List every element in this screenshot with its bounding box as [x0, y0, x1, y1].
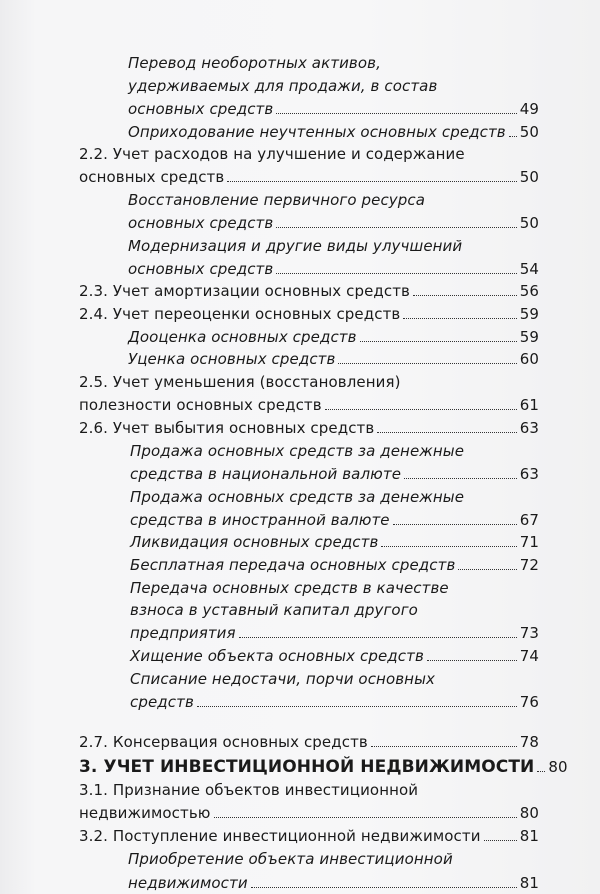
toc-entry-title: основных средств	[128, 214, 274, 232]
toc-entry-title: Уценка основных средств	[128, 350, 336, 368]
dot-leader	[377, 432, 516, 433]
toc-page-number: 60	[519, 350, 539, 368]
toc-entry-title: Модернизация и другие виды улучшений	[128, 237, 463, 255]
dot-leader	[276, 273, 516, 274]
toc-entry	[128, 189, 425, 211]
toc-entry	[130, 509, 539, 531]
toc-entry	[128, 98, 539, 120]
toc-entry-title: Списание недостачи, порчи основных	[130, 670, 435, 688]
dot-leader	[360, 341, 517, 342]
toc-entry-title: 3. УЧЕТ ИНВЕСТИЦИОННОЙ НЕДВИЖИМОСТИ	[79, 757, 535, 777]
toc-entry	[128, 52, 381, 74]
toc-entry-title: средства в иностранной валюте	[130, 511, 390, 529]
toc-page-number: 61	[519, 396, 539, 414]
dot-leader	[227, 181, 516, 182]
toc-page-number: 74	[519, 647, 539, 665]
toc-entry	[130, 531, 539, 553]
toc-entry-title: 2.3. Учет амортизации основных средств	[79, 282, 411, 300]
toc-entry-title: 2.2. Учет расходов на улучшение и содержание	[79, 145, 465, 163]
toc-entry-title: Продажа основных средств за денежные	[130, 442, 465, 460]
toc-page-number: 59	[519, 328, 539, 346]
toc-entry	[128, 212, 539, 234]
toc-entry-title: Хищение объекта основных средств	[130, 647, 424, 665]
toc-page-number: 71	[519, 533, 539, 551]
toc-entry-title: взноса в уставный капитал другого	[130, 601, 418, 619]
toc-page-number: 81	[519, 827, 539, 845]
dot-leader	[537, 771, 545, 772]
toc-entry-title: Перевод необоротных активов,	[128, 54, 381, 72]
toc-page-number: 63	[519, 465, 539, 483]
toc-entry	[128, 235, 462, 257]
dot-leader	[239, 637, 517, 638]
toc-entry	[79, 731, 539, 753]
toc-entry	[130, 440, 464, 462]
toc-entry	[79, 756, 568, 778]
toc-entry-title: предприятия	[130, 624, 236, 642]
toc-entry	[79, 394, 539, 416]
dot-leader	[403, 318, 516, 319]
toc-entry	[130, 599, 418, 621]
toc-entry-title: Восстановление первичного ресурса	[128, 191, 426, 209]
toc-entry-title: полезности основных средств	[79, 396, 322, 414]
toc-entry-title: недвижимости	[128, 874, 248, 892]
toc-entry-title: Приобретение объекта инвестиционной	[128, 850, 453, 868]
toc-page-number: 81	[519, 874, 539, 892]
toc-entry-title: 3.1. Признание объектов инвестиционной	[79, 781, 419, 799]
toc-page-number: 67	[519, 511, 539, 529]
toc-page-number: 50	[519, 214, 539, 232]
toc-entry	[130, 668, 435, 690]
toc-entry	[130, 622, 539, 644]
toc-page-number: 78	[519, 733, 539, 751]
toc-entry	[79, 825, 539, 847]
toc-entry	[79, 143, 465, 165]
toc-entry	[128, 326, 539, 348]
toc-entry-title: недвижимостью	[79, 804, 211, 822]
dot-leader	[197, 706, 517, 707]
toc-entry	[79, 166, 539, 188]
toc-entry	[79, 280, 539, 302]
dot-leader	[404, 478, 517, 479]
toc-entry	[128, 348, 539, 370]
dot-leader	[325, 409, 517, 410]
toc-entry	[130, 486, 464, 508]
toc-entry-title: средства в национальной валюте	[130, 465, 402, 483]
toc-entry-title: основных средств	[79, 168, 225, 186]
dot-leader	[413, 295, 517, 296]
toc-entry-title: Продажа основных средств за денежные	[130, 488, 465, 506]
dot-leader	[393, 524, 517, 525]
dot-leader	[251, 887, 517, 888]
toc-entry-title: удерживаемых для продажи, в состав	[128, 77, 438, 95]
toc-entry	[79, 779, 418, 801]
toc-page-number: 49	[519, 100, 539, 118]
toc-entry	[128, 872, 539, 894]
dot-leader	[381, 546, 516, 547]
toc-entry	[79, 417, 539, 439]
toc-entry-title: 2.7. Консервация основных средств	[79, 733, 368, 751]
toc-entry	[79, 303, 539, 325]
dot-leader	[427, 660, 517, 661]
toc-page-number: 63	[519, 419, 539, 437]
toc-entry	[128, 848, 453, 870]
toc-entry	[128, 121, 539, 143]
toc-entry	[130, 554, 539, 576]
toc-page-number: 72	[519, 556, 539, 574]
toc-entry-title: основных средств	[128, 100, 274, 118]
toc-entry-title: 2.6. Учет выбытия основных средств	[79, 419, 375, 437]
dot-leader	[276, 113, 516, 114]
toc-page-number: 80	[519, 804, 539, 822]
toc-page-number: 73	[519, 624, 539, 642]
toc-page-number: 54	[519, 260, 539, 278]
toc-entry	[79, 371, 401, 393]
toc-entry	[128, 258, 539, 280]
dot-leader	[276, 227, 516, 228]
toc-entry	[130, 463, 539, 485]
toc-entry-title: 2.4. Учет переоценки основных средств	[79, 305, 401, 323]
toc-entry-title: Передача основных средств в качестве	[130, 579, 449, 597]
dot-leader	[338, 363, 516, 364]
dot-leader	[214, 817, 517, 818]
toc-entry	[128, 75, 437, 97]
dot-leader	[484, 840, 517, 841]
toc-entry	[130, 645, 539, 667]
toc-entry-title: 2.5. Учет уменьшения (восстановления)	[79, 373, 401, 391]
toc-entry-title: средств	[130, 693, 194, 711]
dot-leader	[371, 746, 517, 747]
toc-entry-title: Бесплатная передача основных средств	[130, 556, 456, 574]
toc-page-number: 50	[519, 123, 540, 141]
toc-page-number: 59	[519, 305, 539, 323]
dot-leader	[509, 136, 517, 137]
toc-entry-title: основных средств	[128, 260, 274, 278]
toc-page-number: 56	[519, 282, 539, 300]
toc-entry-title: Оприходование неучтенных основных средств	[128, 123, 506, 141]
toc-entry-title: 3.2. Поступление инвестиционной недвижимости	[79, 827, 481, 845]
toc-page-number: 50	[519, 168, 539, 186]
toc-entry-title: Ликвидация основных средств	[130, 533, 379, 551]
toc-entry	[130, 691, 539, 713]
toc-page-number: 80	[548, 758, 568, 776]
dot-leader	[458, 569, 516, 570]
toc-entry	[79, 802, 539, 824]
toc-entry	[130, 577, 449, 599]
toc-entry-title: Дооценка основных средств	[128, 328, 357, 346]
toc-page-number: 76	[519, 693, 539, 711]
